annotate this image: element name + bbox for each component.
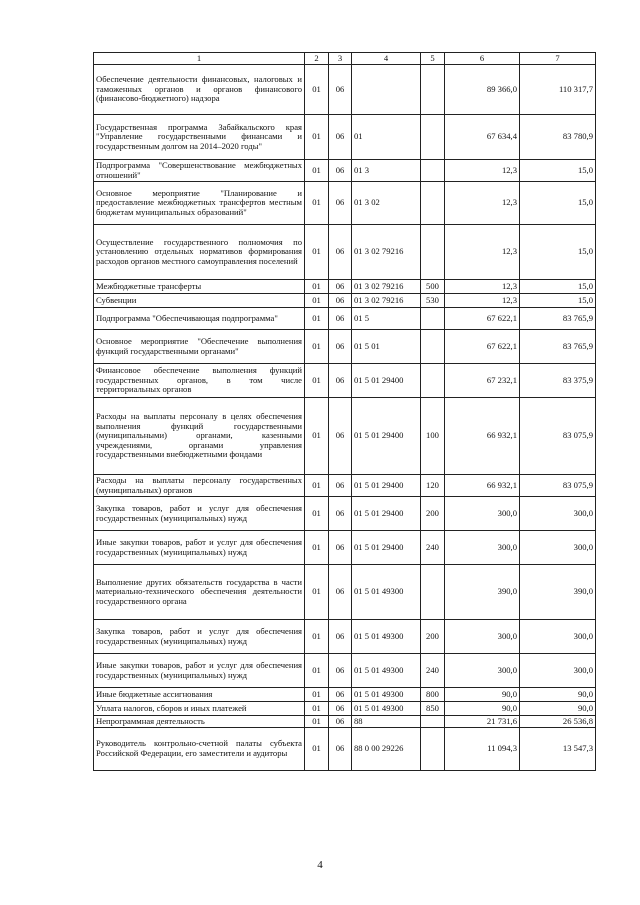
row-c5-cell	[421, 716, 445, 728]
row-c5-cell: 850	[421, 702, 445, 716]
row-c4-cell: 88 0 00 29226	[352, 728, 421, 771]
row-c6-cell: 300,0	[445, 620, 520, 654]
row-c6-cell: 67 232,1	[445, 364, 520, 398]
row-c4-cell: 01 5 01 29400	[352, 497, 421, 531]
row-c4-cell: 01 5 01 49300	[352, 620, 421, 654]
row-c7-cell: 300,0	[520, 531, 596, 565]
row-c7-cell: 15,0	[520, 280, 596, 294]
row-c4-cell: 01 5 01 29400	[352, 364, 421, 398]
row-c6-cell: 67 622,1	[445, 330, 520, 364]
row-c3-cell: 06	[329, 160, 352, 182]
row-c3-cell: 06	[329, 688, 352, 702]
row-c5-cell	[421, 65, 445, 115]
table-row	[94, 716, 596, 728]
row-c2-cell: 01	[305, 330, 329, 364]
row-c4-cell: 01 3	[352, 160, 421, 182]
row-name-cell: Расходы на выплаты персоналу государственных (муниципальных) органов	[94, 475, 305, 497]
row-c6-cell: 90,0	[445, 688, 520, 702]
row-name-cell: Подпрограмма "Обеспечивающая подпрограмма"	[94, 308, 305, 330]
row-c3-cell: 06	[329, 702, 352, 716]
row-c3-cell: 06	[329, 330, 352, 364]
row-c2-cell: 01	[305, 308, 329, 330]
row-c5-cell: 500	[421, 280, 445, 294]
row-c2-cell: 01	[305, 702, 329, 716]
row-c3-cell: 06	[329, 716, 352, 728]
row-c3-cell: 06	[329, 398, 352, 475]
row-c4-cell: 01 5 01 49300	[352, 565, 421, 620]
row-c4-cell: 01 3 02 79216	[352, 280, 421, 294]
row-c3-cell: 06	[329, 280, 352, 294]
row-c7-cell: 83 765,9	[520, 330, 596, 364]
row-c4-cell: 88	[352, 716, 421, 728]
row-c3-cell: 06	[329, 225, 352, 280]
budget-table	[93, 52, 596, 771]
row-name-cell: Иные закупки товаров, работ и услуг для обеспечения государственных (муниципальных) нужд	[94, 531, 305, 565]
row-c3-cell: 06	[329, 565, 352, 620]
row-c4-cell: 01 5 01 49300	[352, 688, 421, 702]
row-c6-cell: 12,3	[445, 160, 520, 182]
header-cell: 6	[445, 53, 520, 65]
row-name-cell: Основное мероприятие "Планирование и предоставление межбюджетных трансфертов местным бюджетам муниципальных образований"	[94, 182, 305, 225]
row-c4-cell: 01 3 02 79216	[352, 294, 421, 308]
header-cell: 1	[94, 53, 305, 65]
row-c2-cell: 01	[305, 531, 329, 565]
row-c7-cell: 300,0	[520, 620, 596, 654]
table-row	[94, 308, 596, 330]
row-c5-cell: 240	[421, 531, 445, 565]
row-c3-cell: 06	[329, 620, 352, 654]
row-c5-cell	[421, 364, 445, 398]
row-c5-cell: 100	[421, 398, 445, 475]
row-c4-cell: 01 5 01 29400	[352, 531, 421, 565]
row-c3-cell: 06	[329, 497, 352, 531]
row-c7-cell: 83 075,9	[520, 398, 596, 475]
row-name-cell: Обеспечение деятельности финансовых, налоговых и таможенных органов и органов финансового (финансово-бюджетного) надзора	[94, 65, 305, 115]
row-c5-cell	[421, 308, 445, 330]
row-c4-cell: 01 3 02	[352, 182, 421, 225]
row-name-cell: Уплата налогов, сборов и иных платежей	[94, 702, 305, 716]
table-row	[94, 280, 596, 294]
row-c5-cell: 120	[421, 475, 445, 497]
row-c5-cell	[421, 160, 445, 182]
table-row	[94, 497, 596, 531]
row-c2-cell: 01	[305, 65, 329, 115]
row-c7-cell: 15,0	[520, 294, 596, 308]
row-c6-cell: 66 932,1	[445, 398, 520, 475]
row-c3-cell: 06	[329, 115, 352, 160]
row-c2-cell: 01	[305, 182, 329, 225]
row-c2-cell: 01	[305, 716, 329, 728]
row-c7-cell: 90,0	[520, 702, 596, 716]
row-c2-cell: 01	[305, 294, 329, 308]
row-c2-cell: 01	[305, 688, 329, 702]
row-name-cell: Иные закупки товаров, работ и услуг для обеспечения государственных (муниципальных) нужд	[94, 654, 305, 688]
row-name-cell: Основное мероприятие "Обеспечение выполнения функций государственными органами"	[94, 330, 305, 364]
table-row	[94, 475, 596, 497]
row-c3-cell: 06	[329, 65, 352, 115]
row-c6-cell: 390,0	[445, 565, 520, 620]
row-name-cell: Осуществление государственного полномочия по установлению отдельных нормативов формирования расходов органов местного самоуправления поселений	[94, 225, 305, 280]
row-c6-cell: 12,3	[445, 280, 520, 294]
row-c6-cell: 300,0	[445, 497, 520, 531]
table-row	[94, 225, 596, 280]
row-c7-cell: 110 317,7	[520, 65, 596, 115]
row-c6-cell: 12,3	[445, 294, 520, 308]
row-c5-cell: 200	[421, 620, 445, 654]
row-c5-cell	[421, 330, 445, 364]
table-row	[94, 702, 596, 716]
row-c2-cell: 01	[305, 160, 329, 182]
table-row	[94, 565, 596, 620]
row-name-cell: Руководитель контрольно-счетной палаты субъекта Российской Федерации, его заместители и аудиторы	[94, 728, 305, 771]
table-row	[94, 728, 596, 771]
row-c3-cell: 06	[329, 364, 352, 398]
row-c6-cell: 66 932,1	[445, 475, 520, 497]
row-c6-cell: 90,0	[445, 702, 520, 716]
table-row	[94, 364, 596, 398]
row-c6-cell: 89 366,0	[445, 65, 520, 115]
table-row	[94, 398, 596, 475]
row-c4-cell: 01 3 02 79216	[352, 225, 421, 280]
row-c3-cell: 06	[329, 531, 352, 565]
row-c7-cell: 90,0	[520, 688, 596, 702]
row-c7-cell: 300,0	[520, 497, 596, 531]
row-c5-cell	[421, 565, 445, 620]
row-name-cell: Субвенции	[94, 294, 305, 308]
row-name-cell: Иные бюджетные ассигнования	[94, 688, 305, 702]
row-c6-cell: 21 731,6	[445, 716, 520, 728]
table-header-row	[94, 53, 596, 65]
row-c5-cell: 240	[421, 654, 445, 688]
row-c3-cell: 06	[329, 308, 352, 330]
row-c4-cell	[352, 65, 421, 115]
header-cell: 5	[421, 53, 445, 65]
row-c3-cell: 06	[329, 728, 352, 771]
header-cell: 3	[329, 53, 352, 65]
page-number: 4	[317, 859, 323, 871]
row-c3-cell: 06	[329, 654, 352, 688]
row-c4-cell: 01 5 01 29400	[352, 475, 421, 497]
row-c7-cell: 83 765,9	[520, 308, 596, 330]
table-row	[94, 531, 596, 565]
row-name-cell: Закупка товаров, работ и услуг для обеспечения государственных (муниципальных) нужд	[94, 497, 305, 531]
row-c7-cell: 15,0	[520, 160, 596, 182]
table-row	[94, 115, 596, 160]
row-c4-cell: 01 5 01 49300	[352, 654, 421, 688]
row-name-cell: Выполнение других обязательств государства в части материально-технического обеспечения деятельности государственного органа	[94, 565, 305, 620]
row-name-cell: Расходы на выплаты персоналу в целях обеспечения выполнения функций государственными (муниципальными) органами, казенными учреждениями, органами управления государственными внебюджетными фондами	[94, 398, 305, 475]
table-row	[94, 654, 596, 688]
row-c5-cell: 530	[421, 294, 445, 308]
row-c2-cell: 01	[305, 398, 329, 475]
row-c7-cell: 300,0	[520, 654, 596, 688]
row-c2-cell: 01	[305, 280, 329, 294]
row-name-cell: Межбюджетные трансферты	[94, 280, 305, 294]
table-row	[94, 65, 596, 115]
row-c6-cell: 300,0	[445, 531, 520, 565]
row-c4-cell: 01 5 01 49300	[352, 702, 421, 716]
row-c2-cell: 01	[305, 654, 329, 688]
table-row	[94, 620, 596, 654]
row-c6-cell: 12,3	[445, 225, 520, 280]
header-cell: 4	[352, 53, 421, 65]
row-c2-cell: 01	[305, 620, 329, 654]
row-c5-cell	[421, 225, 445, 280]
header-cell: 2	[305, 53, 329, 65]
row-c5-cell: 800	[421, 688, 445, 702]
row-c2-cell: 01	[305, 475, 329, 497]
row-name-cell: Закупка товаров, работ и услуг для обеспечения государственных (муниципальных) нужд	[94, 620, 305, 654]
row-c4-cell: 01	[352, 115, 421, 160]
row-c3-cell: 06	[329, 294, 352, 308]
row-c2-cell: 01	[305, 225, 329, 280]
row-c5-cell: 200	[421, 497, 445, 531]
table-row	[94, 688, 596, 702]
row-c5-cell	[421, 115, 445, 160]
header-cell: 7	[520, 53, 596, 65]
row-c2-cell: 01	[305, 364, 329, 398]
row-c3-cell: 06	[329, 475, 352, 497]
row-c5-cell	[421, 728, 445, 771]
row-c7-cell: 15,0	[520, 182, 596, 225]
row-c6-cell: 11 094,3	[445, 728, 520, 771]
row-c2-cell: 01	[305, 565, 329, 620]
table-row	[94, 160, 596, 182]
row-c7-cell: 83 375,9	[520, 364, 596, 398]
row-name-cell: Государственная программа Забайкальского края "Управление государственными финансами и государственным долгом на 2014–2020 годы"	[94, 115, 305, 160]
row-c7-cell: 26 536,8	[520, 716, 596, 728]
row-c7-cell: 13 547,3	[520, 728, 596, 771]
row-c4-cell: 01 5 01 29400	[352, 398, 421, 475]
table-row	[94, 182, 596, 225]
row-name-cell: Непрограммная деятельность	[94, 716, 305, 728]
row-c5-cell	[421, 182, 445, 225]
row-name-cell: Подпрограмма "Совершенствование межбюджетных отношений"	[94, 160, 305, 182]
row-c7-cell: 15,0	[520, 225, 596, 280]
row-c6-cell: 12,3	[445, 182, 520, 225]
row-c2-cell: 01	[305, 497, 329, 531]
table-row	[94, 330, 596, 364]
row-name-cell: Финансовое обеспечение выполнения функций государственных органов, в том числе территориальных органов	[94, 364, 305, 398]
row-c6-cell: 300,0	[445, 654, 520, 688]
row-c4-cell: 01 5	[352, 308, 421, 330]
row-c2-cell: 01	[305, 728, 329, 771]
table-row	[94, 294, 596, 308]
row-c7-cell: 83 075,9	[520, 475, 596, 497]
row-c7-cell: 83 780,9	[520, 115, 596, 160]
row-c7-cell: 390,0	[520, 565, 596, 620]
row-c4-cell: 01 5 01	[352, 330, 421, 364]
row-c6-cell: 67 622,1	[445, 308, 520, 330]
row-c6-cell: 67 634,4	[445, 115, 520, 160]
row-c2-cell: 01	[305, 115, 329, 160]
row-c3-cell: 06	[329, 182, 352, 225]
